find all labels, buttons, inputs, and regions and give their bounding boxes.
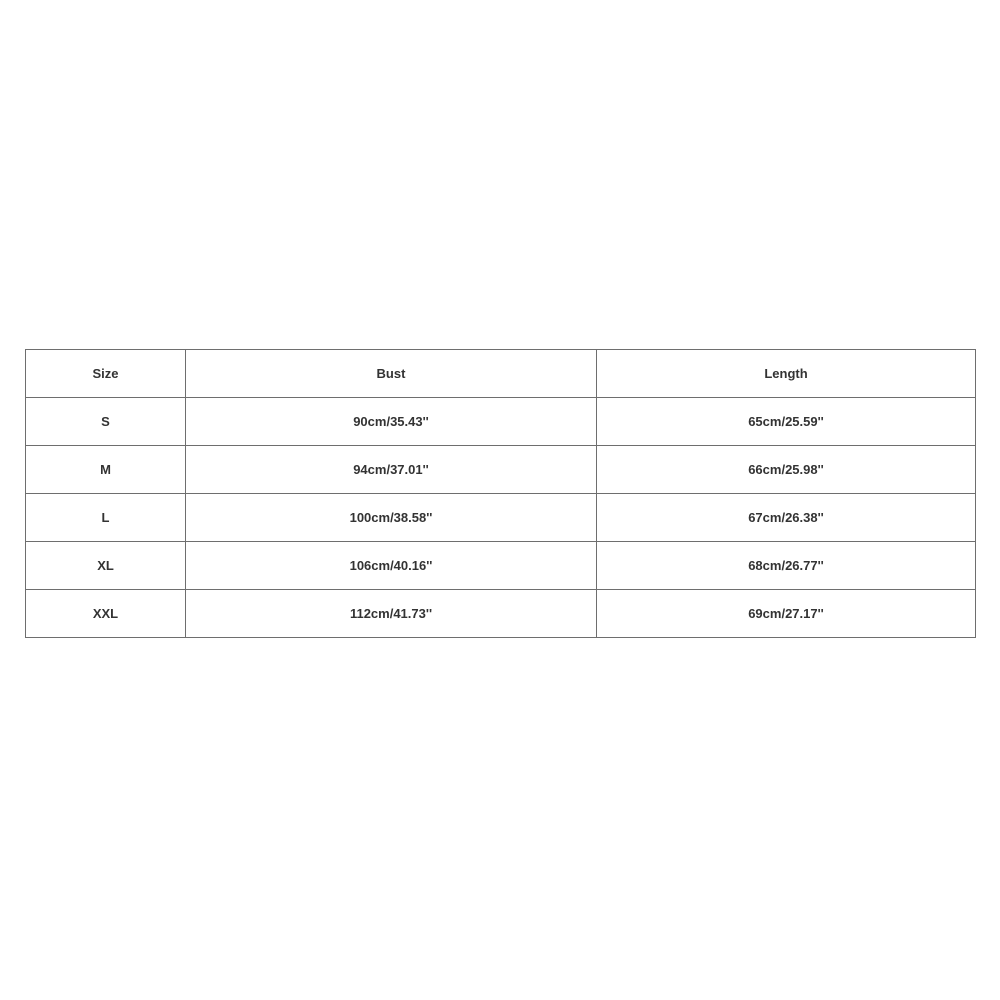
cell-bust: 112cm/41.73'' bbox=[186, 590, 597, 638]
table-row bbox=[26, 398, 976, 446]
cell-length: 66cm/25.98'' bbox=[597, 446, 976, 494]
cell-bust: 100cm/38.58'' bbox=[186, 494, 597, 542]
cell-length: 65cm/25.59'' bbox=[597, 398, 976, 446]
cell-size: XL bbox=[26, 542, 186, 590]
header-bust: Bust bbox=[186, 350, 597, 398]
cell-size: M bbox=[26, 446, 186, 494]
header-length: Length bbox=[597, 350, 976, 398]
table-header-row bbox=[26, 350, 976, 398]
header-size: Size bbox=[26, 350, 186, 398]
cell-length: 67cm/26.38'' bbox=[597, 494, 976, 542]
cell-length: 68cm/26.77'' bbox=[597, 542, 976, 590]
table-row bbox=[26, 446, 976, 494]
table-row bbox=[26, 590, 976, 638]
cell-bust: 90cm/35.43'' bbox=[186, 398, 597, 446]
cell-size: L bbox=[26, 494, 186, 542]
cell-size: XXL bbox=[26, 590, 186, 638]
cell-bust: 106cm/40.16'' bbox=[186, 542, 597, 590]
cell-length: 69cm/27.17'' bbox=[597, 590, 976, 638]
size-chart-table bbox=[25, 349, 976, 638]
table-row bbox=[26, 542, 976, 590]
cell-bust: 94cm/37.01'' bbox=[186, 446, 597, 494]
table-row bbox=[26, 494, 976, 542]
cell-size: S bbox=[26, 398, 186, 446]
